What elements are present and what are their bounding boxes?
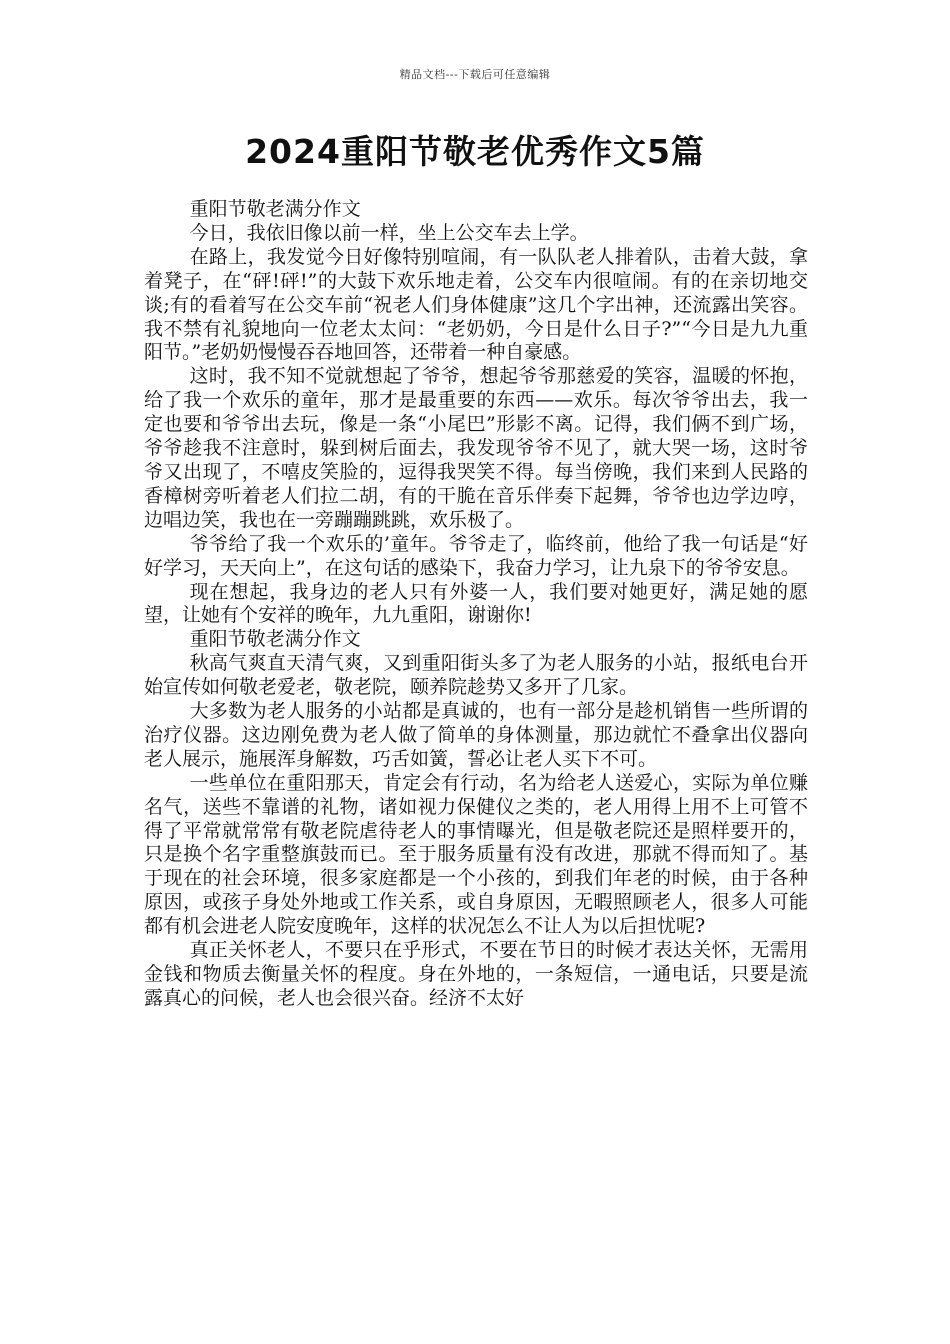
paragraph: 大多数为老人服务的小站都是真诚的，也有一部分是趁机销售一些所谓的治疗仪器。这边刚免费为老人做了简单的身体测量，那边就忙不叠拿出仪器向老人展示，施展浑身解数，巧舌如簧，誓必让老人买下不可。 [144, 700, 808, 770]
paragraph: 今日，我依旧像以前一样，坐上公交车去上学。 [189, 221, 589, 244]
page-title: 2024重阳节敬老优秀作文5篇 [245, 132, 705, 171]
paragraph: 在路上，我发觉今日好像特别喧闹，有一队队老人排着队，击着大鼓，拿着凳子，在“砰!砰!”的大鼓下欢乐地走着，公交车内很喧闹。有的在亲切地交谈;有的看着写在公交车前“祝老人们身体健康”这几个字出神，还流露出笑容。我不禁有礼貌地向一位老太太问：“老奶奶，今日是什么日子?”“今日是九九重阳节。”老奶奶慢慢吞吞地回答，还带着一种自豪感。 [144, 245, 808, 364]
article-body [144, 198, 808, 1011]
paragraph: 真正关怀老人，不要只在乎形式，不要在节日的时候才表达关怀，无需用金钱和物质去衡量关怀的程度。身在外地的，一条短信，一通电话，只要是流露真心的问候，老人也会很兴奋。经济不太好 [144, 939, 808, 1009]
paragraph: 一些单位在重阳那天，肯定会有行动，名为给老人送爱心，实际为单位赚名气，送些不靠谱的礼物，诸如视力保健仪之类的，老人用得上用不上可管不得了平常就常常有敬老院虐待老人的事情曝光，但是敬老院还是照样要开的，只是换个名字重整旗鼓而已。至于服务质量有没有改进，那就不得而知了。基于现在的社会环境，很多家庭都是一个小孩的，到我们年老的时候，由于各种原因，或孩子身处外地或工作关系，或自身原因，无暇照顾老人，很多人可能都有机会进老人院安度晚年，这样的状况怎么不让人为以后担忧呢? [144, 771, 808, 938]
paragraph: 这时，我不知不觉就想起了爷爷，想起爷爷那慈爱的笑容，温暖的怀抱，给了我一个欢乐的童年，那才是最重要的东西——欢乐。每次爷爷出去，我一定也要和爷爷出去玩，像是一条“小尾巴”形影不离。记得，我们俩不到广场，爷爷趁我不注意时，躲到树后面去，我发现爷爷不见了，就大哭一场，这时爷爷又出现了，不嘻皮笑脸的，逗得我哭笑不得。每当傍晚，我们来到人民路的香樟树旁听着老人们拉二胡，有的干脆在音乐伴奏下起舞，爷爷也边学边哼，边唱边笑，我也在一旁蹦蹦跳跳，欢乐极了。 [144, 365, 808, 531]
paragraph: 爷爷给了我一个欢乐的’童年。爷爷走了，临终前，他给了我一句话是“好好学习，天天向上”，在这句话的感染下，我奋力学习，让九泉下的爷爷安息。 [144, 532, 808, 579]
section-heading: 重阳节敬老满分作文 [189, 628, 361, 651]
paragraph: 秋高气爽直天清气爽，又到重阳街头多了为老人服务的小站，报纸电台开始宣传如何敬老爱老，敬老院，颐养院趁势又多开了几家。 [144, 652, 808, 699]
header-note: 精品文档---下载后可任意编辑 [399, 68, 551, 81]
section-heading: 重阳节敬老满分作文 [189, 198, 361, 220]
paragraph: 现在想起，我身边的老人只有外婆一人，我们要对她更好，满足她的愿望，让她有个安祥的晚年，九九重阳，谢谢你! [144, 580, 808, 627]
